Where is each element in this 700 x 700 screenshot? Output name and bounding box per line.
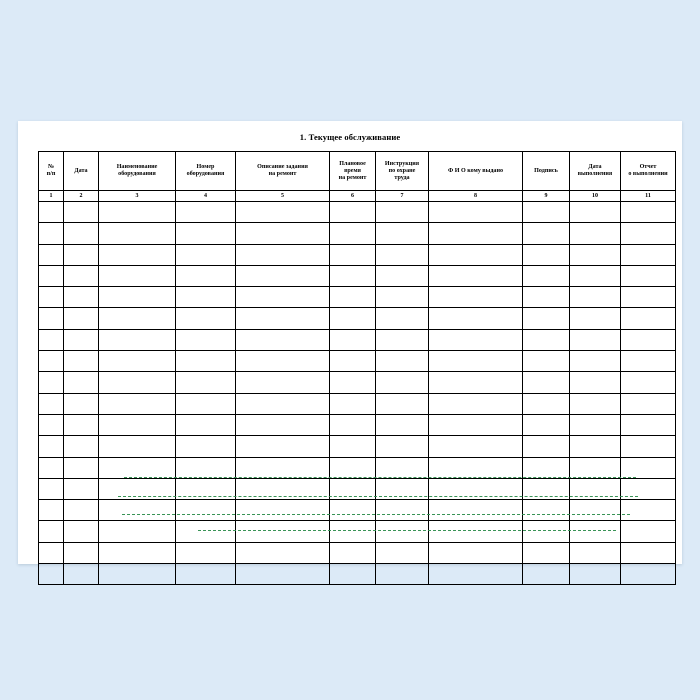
column-header-planned-time: Плановое время на ремонт: [330, 152, 376, 191]
table-cell[interactable]: [236, 265, 330, 286]
table-cell[interactable]: [176, 244, 236, 265]
column-number-cell: 8: [429, 191, 523, 202]
table-cell[interactable]: [99, 351, 176, 372]
table-cell[interactable]: [570, 202, 621, 223]
table-row[interactable]: [39, 457, 676, 478]
table-cell[interactable]: [429, 457, 523, 478]
table-row[interactable]: [39, 521, 676, 542]
table-cell[interactable]: [429, 244, 523, 265]
table-row[interactable]: [39, 351, 676, 372]
table-cell[interactable]: [376, 287, 429, 308]
table-cell[interactable]: [523, 202, 570, 223]
table-cell[interactable]: [570, 308, 621, 329]
table-cell[interactable]: [621, 564, 676, 585]
table-cell[interactable]: [621, 436, 676, 457]
table-cell[interactable]: [236, 223, 330, 244]
table-cell[interactable]: [236, 414, 330, 435]
table-cell[interactable]: [176, 542, 236, 563]
table-cell[interactable]: [621, 414, 676, 435]
column-number-cell: 2: [64, 191, 99, 202]
column-header-index: № п/п: [39, 152, 64, 191]
table-cell[interactable]: [99, 542, 176, 563]
table-cell[interactable]: [621, 287, 676, 308]
table-cell[interactable]: [99, 223, 176, 244]
table-cell[interactable]: [39, 564, 64, 585]
table-cell[interactable]: [376, 244, 429, 265]
table-cell[interactable]: [236, 521, 330, 542]
table-cell[interactable]: [429, 287, 523, 308]
column-number-cell: 6: [330, 191, 376, 202]
table-cell[interactable]: [523, 436, 570, 457]
table-cell[interactable]: [99, 414, 176, 435]
table-cell[interactable]: [429, 564, 523, 585]
table-cell[interactable]: [570, 564, 621, 585]
table-cell[interactable]: [570, 478, 621, 499]
table-cell[interactable]: [621, 351, 676, 372]
table-cell[interactable]: [429, 542, 523, 563]
table-cell[interactable]: [39, 265, 64, 286]
table-row[interactable]: [39, 564, 676, 585]
table-cell[interactable]: [376, 478, 429, 499]
table-cell[interactable]: [376, 223, 429, 244]
table-cell[interactable]: [39, 414, 64, 435]
table-row[interactable]: [39, 436, 676, 457]
table-cell[interactable]: [236, 436, 330, 457]
table-cell[interactable]: [176, 202, 236, 223]
table-row[interactable]: [39, 287, 676, 308]
table-cell[interactable]: [99, 372, 176, 393]
table-cell[interactable]: [64, 542, 99, 563]
table-cell[interactable]: [376, 457, 429, 478]
table-cell[interactable]: [376, 564, 429, 585]
table-cell[interactable]: [64, 500, 99, 521]
table-cell[interactable]: [330, 351, 376, 372]
table-cell[interactable]: [523, 329, 570, 350]
table-cell[interactable]: [429, 393, 523, 414]
table-cell[interactable]: [570, 542, 621, 563]
table-cell[interactable]: [330, 414, 376, 435]
table-cell[interactable]: [99, 457, 176, 478]
table-cell[interactable]: [39, 223, 64, 244]
table-cell[interactable]: [236, 372, 330, 393]
table-cell[interactable]: [176, 329, 236, 350]
table-cell[interactable]: [621, 265, 676, 286]
table-header-row: [39, 152, 676, 191]
table-cell[interactable]: [570, 372, 621, 393]
table-row[interactable]: [39, 542, 676, 563]
table-cell[interactable]: [176, 414, 236, 435]
table-cell[interactable]: [376, 202, 429, 223]
column-header-safety-instruction: Инструкция по охране труда: [376, 152, 429, 191]
table-cell[interactable]: [236, 287, 330, 308]
table-cell[interactable]: [523, 500, 570, 521]
table-row[interactable]: [39, 478, 676, 499]
column-header-equipment-number: Номер оборудования: [176, 152, 236, 191]
table-cell[interactable]: [39, 202, 64, 223]
table-cell[interactable]: [570, 329, 621, 350]
table-cell[interactable]: [64, 436, 99, 457]
column-number-cell: 1: [39, 191, 64, 202]
table-cell[interactable]: [330, 521, 376, 542]
table-cell[interactable]: [236, 564, 330, 585]
table-cell[interactable]: [523, 521, 570, 542]
column-header-assignee: Ф И О кому выдано: [429, 152, 523, 191]
table-cell[interactable]: [330, 265, 376, 286]
table-cell[interactable]: [330, 308, 376, 329]
table-cell[interactable]: [64, 478, 99, 499]
table-cell[interactable]: [39, 329, 64, 350]
table-cell[interactable]: [64, 457, 99, 478]
table-cell[interactable]: [523, 287, 570, 308]
column-header-equipment-name: Наименование оборудования: [99, 152, 176, 191]
page-title: 1. Текущее обслуживание: [299, 132, 401, 142]
table-cell[interactable]: [621, 244, 676, 265]
table-cell[interactable]: [99, 202, 176, 223]
table-cell[interactable]: [236, 351, 330, 372]
table-cell[interactable]: [330, 457, 376, 478]
table-cell[interactable]: [429, 414, 523, 435]
table-cell[interactable]: [99, 287, 176, 308]
table-cell[interactable]: [39, 478, 64, 499]
table-cell[interactable]: [236, 244, 330, 265]
table-cell[interactable]: [523, 457, 570, 478]
table-cell[interactable]: [376, 542, 429, 563]
table-cell[interactable]: [621, 521, 676, 542]
table-row[interactable]: [39, 308, 676, 329]
table-cell[interactable]: [376, 351, 429, 372]
table-cell[interactable]: [330, 329, 376, 350]
table-cell[interactable]: [99, 478, 176, 499]
table-cell[interactable]: [621, 542, 676, 563]
table-cell[interactable]: [621, 393, 676, 414]
table-cell[interactable]: [523, 372, 570, 393]
table-row[interactable]: [39, 372, 676, 393]
column-header-signature: Подпись: [523, 152, 570, 191]
table-cell[interactable]: [64, 414, 99, 435]
table-cell[interactable]: [99, 436, 176, 457]
table-cell[interactable]: [523, 478, 570, 499]
table-cell[interactable]: [64, 351, 99, 372]
table-cell[interactable]: [64, 372, 99, 393]
table-cell[interactable]: [236, 457, 330, 478]
table-cell[interactable]: [429, 329, 523, 350]
table-cell[interactable]: [99, 521, 176, 542]
table-cell[interactable]: [376, 436, 429, 457]
table-cell[interactable]: [376, 329, 429, 350]
table-body: [39, 191, 676, 585]
table-cell[interactable]: [39, 351, 64, 372]
table-row[interactable]: [39, 202, 676, 223]
table-cell[interactable]: [64, 244, 99, 265]
table-cell[interactable]: [330, 564, 376, 585]
table-cell[interactable]: [330, 542, 376, 563]
table-cell[interactable]: [39, 542, 64, 563]
table-row[interactable]: [39, 414, 676, 435]
table-cell[interactable]: [64, 202, 99, 223]
table-cell[interactable]: [570, 393, 621, 414]
table-cell[interactable]: [376, 393, 429, 414]
table-cell[interactable]: [621, 478, 676, 499]
table-row[interactable]: [39, 329, 676, 350]
table-cell[interactable]: [39, 457, 64, 478]
table-cell[interactable]: [621, 329, 676, 350]
table-cell[interactable]: [621, 372, 676, 393]
table-cell[interactable]: [429, 436, 523, 457]
column-header-completion-report: Отчет о выполнении: [621, 152, 676, 191]
table-cell[interactable]: [523, 223, 570, 244]
column-number-cell: 5: [236, 191, 330, 202]
table-cell[interactable]: [64, 329, 99, 350]
table-cell[interactable]: [99, 308, 176, 329]
table-cell[interactable]: [176, 457, 236, 478]
table-header: [39, 152, 676, 191]
table-cell[interactable]: [99, 564, 176, 585]
table-cell[interactable]: [429, 202, 523, 223]
table-cell[interactable]: [176, 351, 236, 372]
table-row[interactable]: [39, 393, 676, 414]
table-cell[interactable]: [429, 308, 523, 329]
table-cell[interactable]: [621, 223, 676, 244]
table-cell[interactable]: [176, 521, 236, 542]
table-cell[interactable]: [429, 265, 523, 286]
table-row[interactable]: [39, 244, 676, 265]
table-cell[interactable]: [39, 393, 64, 414]
table-cell[interactable]: [176, 478, 236, 499]
table-cell[interactable]: [236, 202, 330, 223]
table-cell[interactable]: [236, 542, 330, 563]
table-cell[interactable]: [176, 372, 236, 393]
table-cell[interactable]: [523, 244, 570, 265]
table-cell[interactable]: [376, 372, 429, 393]
table-cell[interactable]: [236, 308, 330, 329]
table-cell[interactable]: [64, 564, 99, 585]
table-cell[interactable]: [176, 393, 236, 414]
column-number-cell: 4: [176, 191, 236, 202]
table-cell[interactable]: [570, 351, 621, 372]
table-row-numbering: [39, 191, 676, 202]
table-cell[interactable]: [39, 287, 64, 308]
column-number-cell: 11: [621, 191, 676, 202]
maintenance-register-table: [38, 151, 676, 585]
table-cell[interactable]: [176, 308, 236, 329]
table-cell[interactable]: [621, 308, 676, 329]
table-cell[interactable]: [429, 372, 523, 393]
table-cell[interactable]: [64, 521, 99, 542]
table-cell[interactable]: [570, 521, 621, 542]
table-cell[interactable]: [330, 478, 376, 499]
table-cell[interactable]: [376, 414, 429, 435]
column-header-completion-date: Дата выполнения: [570, 152, 621, 191]
table-cell[interactable]: [621, 202, 676, 223]
column-number-cell: 7: [376, 191, 429, 202]
table-cell[interactable]: [64, 287, 99, 308]
table-cell[interactable]: [376, 500, 429, 521]
table-cell[interactable]: [570, 223, 621, 244]
table-cell[interactable]: [99, 393, 176, 414]
table-cell[interactable]: [570, 244, 621, 265]
table-cell[interactable]: [570, 414, 621, 435]
table-cell[interactable]: [176, 564, 236, 585]
table-cell[interactable]: [330, 223, 376, 244]
table-row[interactable]: [39, 223, 676, 244]
table-cell[interactable]: [99, 265, 176, 286]
table-cell[interactable]: [570, 265, 621, 286]
table-cell[interactable]: [429, 521, 523, 542]
table-cell[interactable]: [99, 244, 176, 265]
table-cell[interactable]: [236, 329, 330, 350]
table-cell[interactable]: [570, 500, 621, 521]
table-cell[interactable]: [523, 564, 570, 585]
table-cell[interactable]: [64, 265, 99, 286]
column-header-date: Дата: [64, 152, 99, 191]
table-cell[interactable]: [621, 457, 676, 478]
table-cell[interactable]: [429, 478, 523, 499]
table-cell[interactable]: [330, 436, 376, 457]
table-cell[interactable]: [570, 436, 621, 457]
table-row[interactable]: [39, 500, 676, 521]
table-cell[interactable]: [39, 308, 64, 329]
table-cell[interactable]: [376, 521, 429, 542]
table-cell[interactable]: [523, 414, 570, 435]
table-cell[interactable]: [376, 265, 429, 286]
table-cell[interactable]: [39, 500, 64, 521]
table-cell[interactable]: [176, 265, 236, 286]
table-cell[interactable]: [99, 500, 176, 521]
table-cell[interactable]: [429, 223, 523, 244]
table-cell[interactable]: [99, 329, 176, 350]
table-cell[interactable]: [330, 244, 376, 265]
document-page: [18, 121, 682, 564]
table-cell[interactable]: [330, 500, 376, 521]
table-cell[interactable]: [330, 393, 376, 414]
column-number-cell: 3: [99, 191, 176, 202]
table-cell[interactable]: [176, 436, 236, 457]
table-cell[interactable]: [429, 500, 523, 521]
table-cell[interactable]: [523, 393, 570, 414]
table-cell[interactable]: [176, 500, 236, 521]
table-cell[interactable]: [39, 372, 64, 393]
table-cell[interactable]: [176, 223, 236, 244]
table-cell[interactable]: [523, 542, 570, 563]
table-cell[interactable]: [64, 393, 99, 414]
table-cell[interactable]: [176, 287, 236, 308]
table-cell[interactable]: [429, 351, 523, 372]
table-cell[interactable]: [330, 287, 376, 308]
table-cell[interactable]: [236, 500, 330, 521]
table-cell[interactable]: [236, 393, 330, 414]
table-cell[interactable]: [621, 500, 676, 521]
column-number-cell: 9: [523, 191, 570, 202]
table-cell[interactable]: [523, 308, 570, 329]
table-cell[interactable]: [330, 202, 376, 223]
table-cell[interactable]: [523, 265, 570, 286]
column-header-task-description: Описание задания на ремонт: [236, 152, 330, 191]
table-cell[interactable]: [39, 244, 64, 265]
table-cell[interactable]: [570, 287, 621, 308]
table-cell[interactable]: [330, 372, 376, 393]
table-cell[interactable]: [64, 223, 99, 244]
table-cell[interactable]: [376, 308, 429, 329]
table-cell[interactable]: [523, 351, 570, 372]
table-cell[interactable]: [236, 478, 330, 499]
table-cell[interactable]: [39, 436, 64, 457]
table-cell[interactable]: [570, 457, 621, 478]
table-cell[interactable]: [39, 521, 64, 542]
column-number-cell: 10: [570, 191, 621, 202]
table-row[interactable]: [39, 265, 676, 286]
table-cell[interactable]: [64, 308, 99, 329]
